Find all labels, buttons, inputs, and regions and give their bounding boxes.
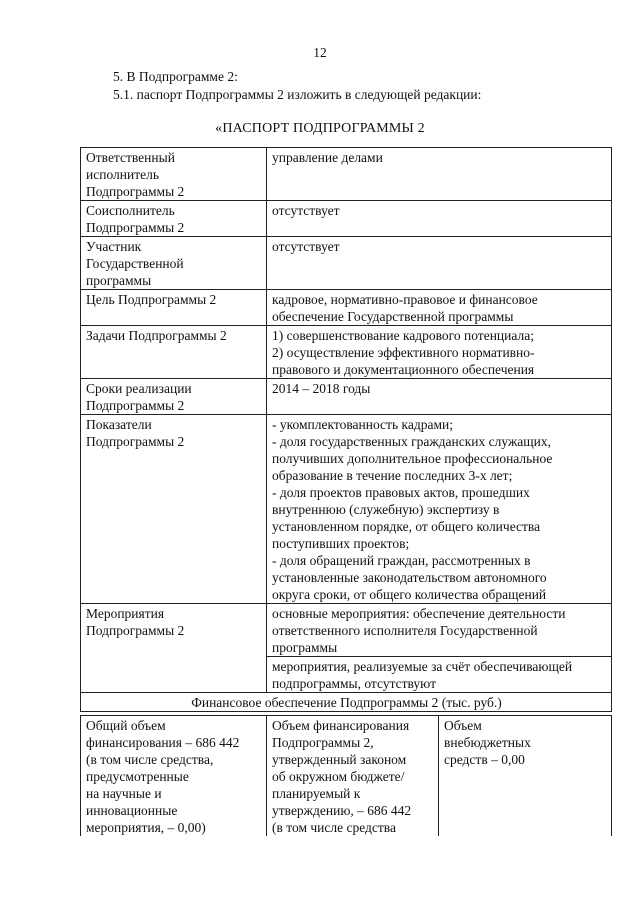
activities-main-value: основные мероприятия: обеспечение деятельности ответственного исполнителя Государственной программы [267,604,612,657]
participant-label: Участник Государственной программы [81,237,267,290]
table-row-responsible [81,148,612,201]
activities-support-value: мероприятия, реализуемые за счёт обеспечивающей подпрограммы, отсутствуют [267,657,612,693]
table-row-participant [81,237,612,290]
participant-value: отсутствует [267,237,612,290]
intro-line-1: 5. В Подпрограмме 2: [113,69,238,84]
finance-header: Финансовое обеспечение Подпрограммы 2 (тыс. руб.) [81,693,612,712]
table-row-indicators [81,415,612,604]
table-row-coexecutor [81,201,612,237]
table-row-finance-volumes [81,716,612,837]
table-row-activities-main [81,604,612,657]
coexecutor-value: отсутствует [267,201,612,237]
responsible-label: Ответственный исполнитель Подпрограммы 2 [81,148,267,201]
terms-label: Сроки реализации Подпрограммы 2 [81,379,267,415]
table-row-tasks [81,326,612,379]
finance-total-cell: Общий объем финансирования – 686 442 (в том числе средства, предусмотренные на научные и инновационные мероприятия, – 0,00) [81,716,267,837]
terms-value: 2014 – 2018 годы [267,379,612,415]
table-row-finance-header [81,693,612,712]
tasks-value: 1) совершенствование кадрового потенциала; 2) осуществление эффективного нормативно- правового и документационного обеспечения [267,326,612,379]
goal-label: Цель Подпрограммы 2 [81,290,267,326]
intro-block [113,68,593,104]
finance-table [80,715,612,836]
table-row-terms [81,379,612,415]
intro-line-2: 5.1. паспорт Подпрограммы 2 изложить в следующей редакции: [113,87,482,102]
coexecutor-label: Соисполнитель Подпрограммы 2 [81,201,267,237]
table-row-goal [81,290,612,326]
page-number: 12 [313,45,327,60]
goal-value: кадровое, нормативно-правовое и финансовое обеспечение Государственной программы [267,290,612,326]
responsible-value: управление делами [267,148,612,201]
indicators-label: Показатели Подпрограммы 2 [81,415,267,604]
tasks-label: Задачи Подпрограммы 2 [81,326,267,379]
activities-label: Мероприятия Подпрограммы 2 [81,604,267,693]
passport-title: «ПАСПОРТ ПОДПРОГРАММЫ 2 [215,121,425,136]
passport-table [80,147,612,712]
finance-extrabudget-cell: Объем внебюджетных средств – 0,00 [439,716,612,837]
finance-approved-cell: Объем финансирования Подпрограммы 2, утвержденный законом об окружном бюджете/ планируемый к утверждению, – 686 442 (в том числе средства [267,716,439,837]
indicators-value: - укомплектованность кадрами; - доля государственных гражданских служащих, получивших дополнительное профессиональное образование в течение последних 3-х лет; - доля проектов правовых актов, прошедших внутреннюю (служебную) экспертизу в установленном порядке, от общего количества поступивших проектов; - доля обращений граждан, рассмотренных в установленные законодательством автономного округа сроки, от общего количества обращений [267,415,612,604]
